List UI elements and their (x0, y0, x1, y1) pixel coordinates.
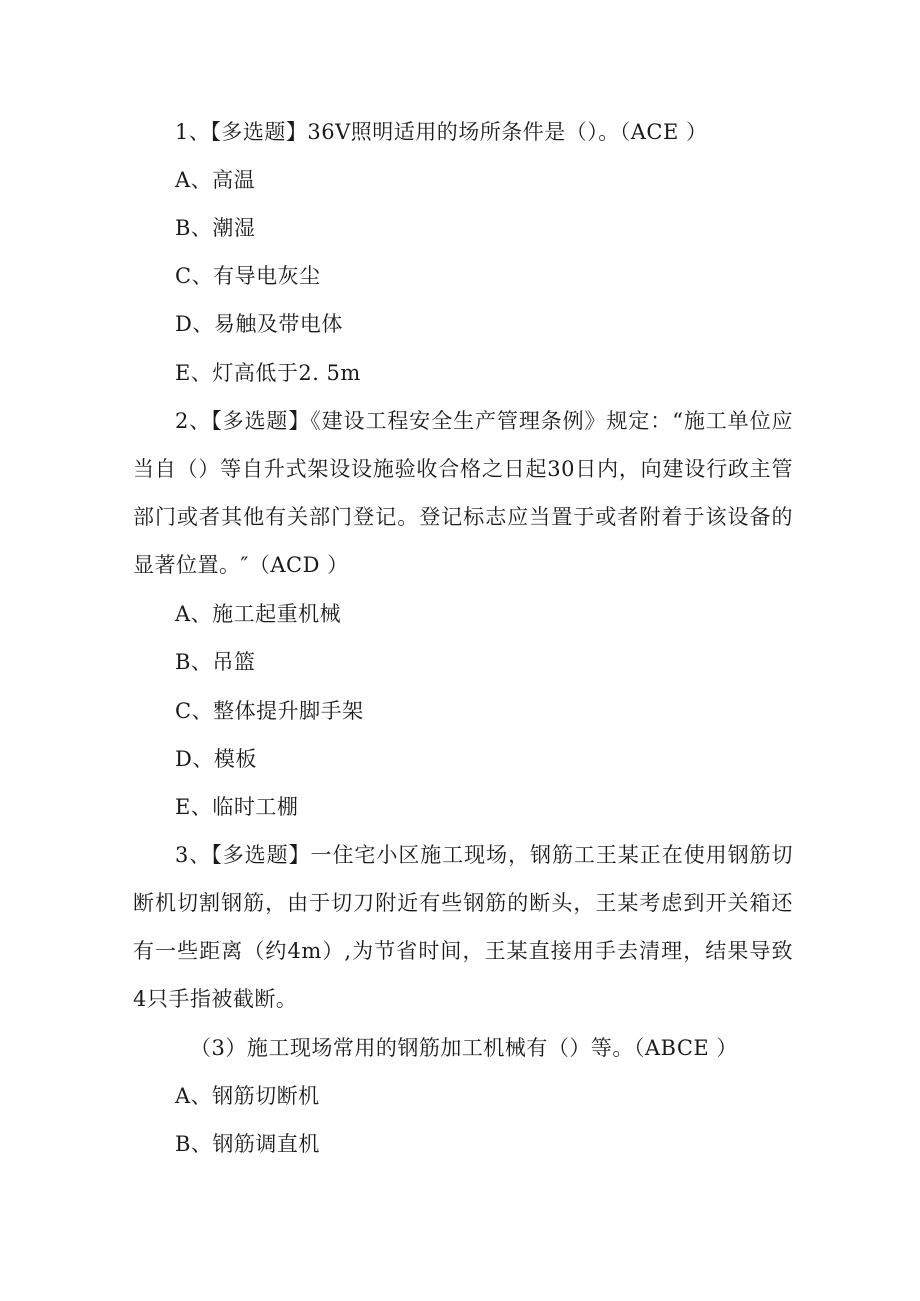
question-3-stem: 3、【多选题】一住宅小区施工现场，钢筋工王某正在使用钢筋切断机切割钢筋，由于切刀附近有些钢筋的断头，王某考虑到开关箱还有一些距离（约4m）,为节省时间，王某直接用手去清理，结果导致 4只手指被截断。 (133, 843, 793, 1011)
question-1-option-b: B、潮湿 (175, 216, 256, 240)
question-2-option-e: E、临时工棚 (175, 795, 299, 819)
question-1-option-a: A、高温 (175, 168, 256, 192)
question-1-stem: 1、【多选题】36V照明适用的场所条件是（）。（ACE ） (175, 120, 708, 144)
question-3-option-a: A、钢筋切断机 (175, 1084, 320, 1108)
question-2-stem: 2、【多选题】《建设工程安全生产管理条例》规定：“施工单位应 当自（）等自升式架设设施验收合格之日起30日内，向建设行政主管部门或者其他有关部门登记。登记标志应当置于或者附着于该设备的显著位置。″（ACD ） (133, 409, 793, 577)
question-2-option-c: C、整体提升脚手架 (175, 699, 364, 723)
question-2-option-d: D、模板 (175, 747, 257, 771)
question-3-option-b: B、钢筋调直机 (175, 1132, 320, 1156)
question-1-option-e: E、灯高低于2. 5m (175, 361, 361, 385)
question-1-option-d: D、易触及带电体 (175, 312, 343, 336)
question-2-option-b: B、吊篮 (175, 650, 256, 674)
question-3-sub-stem: （3）施工现场常用的钢筋加工机械有（）等。（ABCE ） (190, 1036, 738, 1060)
question-2-option-a: A、施工起重机械 (175, 602, 342, 626)
question-1-option-c: C、有导电灰尘 (175, 264, 321, 288)
